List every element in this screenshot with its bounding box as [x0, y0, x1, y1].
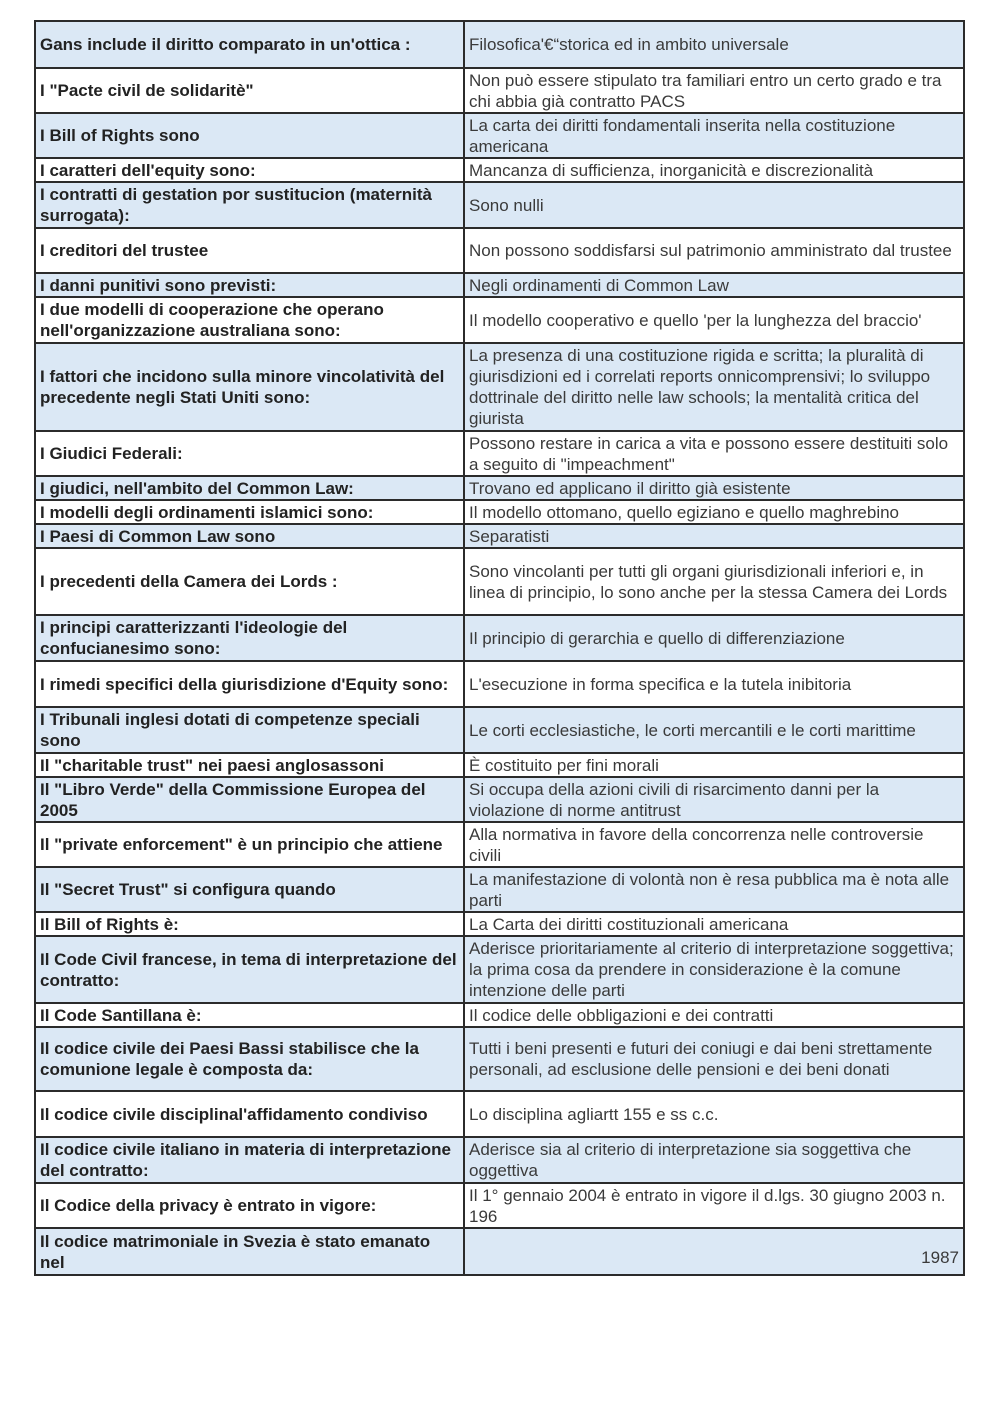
question-cell: I Giudici Federali: [35, 431, 464, 476]
question-cell: I due modelli di cooperazione che operano nell'organizzazione australiana sono: [35, 297, 464, 343]
table-row [35, 661, 964, 707]
question-cell: I Bill of Rights sono [35, 113, 464, 158]
qa-table [34, 20, 965, 1276]
answer-cell: La presenza di una costituzione rigida e scritta; la pluralità di giurisdizioni ed i correlati reports onnicomprensivi; lo sviluppo dottrinale del diritto nelle law schools; la mentalità critica del giurista [464, 343, 964, 431]
answer-cell: Negli ordinamenti di Common Law [464, 273, 964, 297]
table-row [35, 615, 964, 661]
answer-cell: Alla normativa in favore della concorrenza nelle controversie civili [464, 822, 964, 867]
table-row [35, 431, 964, 476]
table-row [35, 1027, 964, 1091]
table-row [35, 273, 964, 297]
answer-cell: Le corti ecclesiastiche, le corti mercantili e le corti marittime [464, 707, 964, 753]
table-row [35, 21, 964, 68]
question-cell: I contratti di gestation por sustitucion (maternità surrogata): [35, 182, 464, 228]
question-cell: Il codice civile disciplinal'affidamento condiviso [35, 1091, 464, 1137]
answer-cell: Non possono soddisfarsi sul patrimonio amministrato dal trustee [464, 228, 964, 273]
table-row [35, 1137, 964, 1183]
table-row [35, 228, 964, 273]
table-row [35, 1003, 964, 1027]
answer-cell: È costituito per fini morali [464, 753, 964, 777]
question-cell: Il "private enforcement" è un principio che attiene [35, 822, 464, 867]
question-cell: I Paesi di Common Law sono [35, 524, 464, 548]
question-cell: Il Bill of Rights è: [35, 912, 464, 936]
answer-cell: Il codice delle obbligazioni e dei contratti [464, 1003, 964, 1027]
table-row [35, 113, 964, 158]
answer-cell: Sono vincolanti per tutti gli organi giurisdizionali inferiori e, in linea di principio, lo sono anche per la stessa Camera dei Lords [464, 548, 964, 615]
answer-cell: Il modello ottomano, quello egiziano e quello maghrebino [464, 500, 964, 524]
table-row [35, 912, 964, 936]
question-cell: Il Code Civil francese, in tema di interpretazione del contratto: [35, 936, 464, 1003]
answer-cell: Possono restare in carica a vita e possono essere destituiti solo a seguito di "impeachment" [464, 431, 964, 476]
question-cell: I danni punitivi sono previsti: [35, 273, 464, 297]
question-cell: I rimedi specifici della giurisdizione d'Equity sono: [35, 661, 464, 707]
table-row [35, 822, 964, 867]
question-cell: I modelli degli ordinamenti islamici sono: [35, 500, 464, 524]
answer-cell: Tutti i beni presenti e futuri dei coniugi e dai beni strettamente personali, ad esclusione delle pensioni e dei beni donati [464, 1027, 964, 1091]
answer-cell: La manifestazione di volontà non è resa pubblica ma è nota alle parti [464, 867, 964, 912]
question-cell: I creditori del trustee [35, 228, 464, 273]
answer-cell: 1987 [464, 1228, 964, 1275]
answer-cell: Aderisce prioritariamente al criterio di interpretazione soggettiva; la prima cosa da prendere in considerazione è la comune intenzione delle parti [464, 936, 964, 1003]
table-row [35, 1091, 964, 1137]
answer-cell: Trovano ed applicano il diritto già esistente [464, 476, 964, 500]
table-row [35, 1228, 964, 1275]
question-cell: Il "charitable trust" nei paesi anglosassoni [35, 753, 464, 777]
question-cell: Il "Secret Trust" si configura quando [35, 867, 464, 912]
table-row [35, 936, 964, 1003]
question-cell: Il codice civile dei Paesi Bassi stabilisce che la comunione legale è composta da: [35, 1027, 464, 1091]
answer-cell: Si occupa della azioni civili di risarcimento danni per la violazione di norme antitrust [464, 777, 964, 822]
table-row [35, 707, 964, 753]
answer-cell: Mancanza di sufficienza, inorganicità e discrezionalità [464, 158, 964, 182]
table-row [35, 68, 964, 113]
answer-cell: Separatisti [464, 524, 964, 548]
answer-cell: Non può essere stipulato tra familiari entro un certo grado e tra chi abbia già contratto PACS [464, 68, 964, 113]
table-row [35, 182, 964, 228]
answer-cell: La Carta dei diritti costituzionali americana [464, 912, 964, 936]
question-cell: I "Pacte civil de solidaritè" [35, 68, 464, 113]
table-row [35, 753, 964, 777]
table-row [35, 476, 964, 500]
answer-cell: Aderisce sia al criterio di interpretazione sia soggettiva che oggettiva [464, 1137, 964, 1183]
table-row [35, 343, 964, 431]
question-cell: I giudici, nell'ambito del Common Law: [35, 476, 464, 500]
answer-cell: Il principio di gerarchia e quello di differenziazione [464, 615, 964, 661]
question-cell: Il Code Santillana è: [35, 1003, 464, 1027]
answer-cell: L'esecuzione in forma specifica e la tutela inibitoria [464, 661, 964, 707]
table-row [35, 158, 964, 182]
table-row [35, 297, 964, 343]
table-row [35, 500, 964, 524]
answer-cell: Filosofica'€“storica ed in ambito universale [464, 21, 964, 68]
question-cell: Gans include il diritto comparato in un'ottica : [35, 21, 464, 68]
question-cell: I fattori che incidono sulla minore vincolatività del precedente negli Stati Uniti sono: [35, 343, 464, 431]
question-cell: Il Codice della privacy è entrato in vigore: [35, 1183, 464, 1228]
question-cell: Il codice matrimoniale in Svezia è stato emanato nel [35, 1228, 464, 1275]
answer-cell: Il 1° gennaio 2004 è entrato in vigore il d.lgs. 30 giugno 2003 n. 196 [464, 1183, 964, 1228]
answer-cell: Il modello cooperativo e quello 'per la lunghezza del braccio' [464, 297, 964, 343]
table-row [35, 524, 964, 548]
question-cell: I Tribunali inglesi dotati di competenze speciali sono [35, 707, 464, 753]
table-row [35, 867, 964, 912]
table-row [35, 777, 964, 822]
question-cell: I caratteri dell'equity sono: [35, 158, 464, 182]
table-row [35, 1183, 964, 1228]
answer-cell: Lo disciplina agliartt 155 e ss c.c. [464, 1091, 964, 1137]
answer-cell: La carta dei diritti fondamentali inserita nella costituzione americana [464, 113, 964, 158]
answer-cell: Sono nulli [464, 182, 964, 228]
question-cell: Il codice civile italiano in materia di interpretazione del contratto: [35, 1137, 464, 1183]
table-row [35, 548, 964, 615]
question-cell: I precedenti della Camera dei Lords : [35, 548, 464, 615]
question-cell: I principi caratterizzanti l'ideologie del confucianesimo sono: [35, 615, 464, 661]
question-cell: Il "Libro Verde" della Commissione Europea del 2005 [35, 777, 464, 822]
